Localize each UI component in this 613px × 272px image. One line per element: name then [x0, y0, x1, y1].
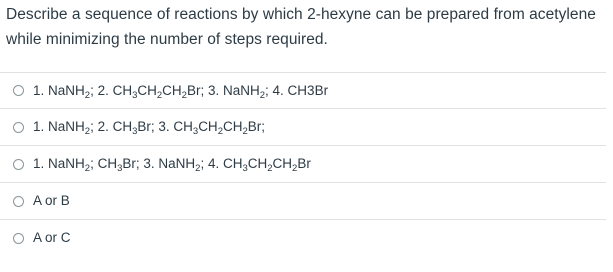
answer-label-d: A or B: [33, 193, 70, 208]
radio-button-a[interactable]: [13, 85, 24, 96]
radio-button-e[interactable]: [13, 233, 24, 244]
answer-label-b: 1. NaNH$_2$; 2. $CH_3Br$; 3. $CH_3CH_2CH_2Br$;: [33, 119, 266, 137]
question-text: Describe a sequence of reactions by which 2-hexyne can be prepared from acetylene while minimizing the number of steps required.: [6, 6, 596, 48]
answer-option-d[interactable]: [0, 182, 606, 219]
answer-label-c: 1. NaNH$_2$; $CH_3Br$; 3. NaNH$_2$; 4. $CH_3CH_2CH_2Br$: [33, 156, 311, 174]
answer-label-a: 1. NaNH$_2$; 2. $CH_3CH_2CH_2Br$; 3. NaNH$_2$; 4. CH3Br: [33, 82, 329, 101]
answer-list: [0, 72, 606, 256]
radio-button-d[interactable]: [13, 196, 24, 207]
answer-option-c[interactable]: [0, 145, 606, 182]
answer-label-e: A or C: [33, 230, 71, 245]
radio-button-b[interactable]: [13, 122, 24, 133]
answer-option-a[interactable]: [0, 72, 606, 108]
radio-button-c[interactable]: [13, 159, 24, 170]
answer-option-b[interactable]: [0, 108, 606, 145]
answer-option-e[interactable]: [0, 219, 606, 256]
